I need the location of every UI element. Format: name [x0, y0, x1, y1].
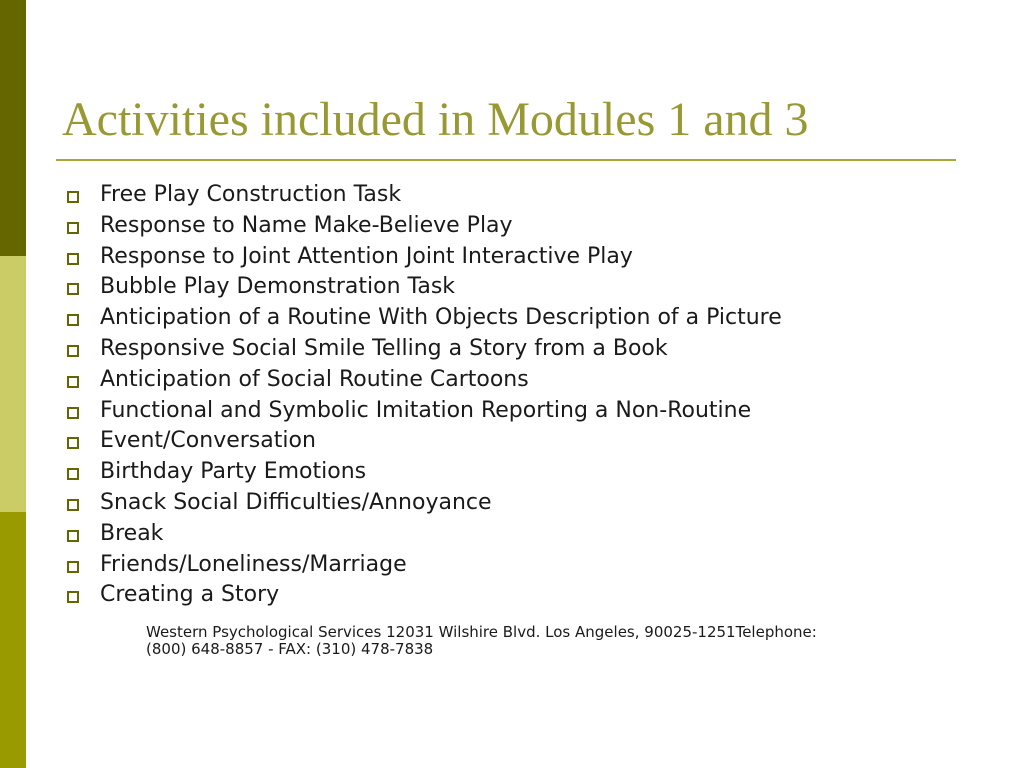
- bullet-text: Bubble Play Demonstration Task: [100, 274, 456, 300]
- footer-phone-fax-line: (800) 648-8857 - FAX: (310) 478-7838: [146, 640, 434, 658]
- publisher-contact-footer: [146, 624, 946, 658]
- bullet-item: [62, 365, 782, 396]
- hollow-square-bullet-icon: [67, 561, 79, 573]
- side-bar-top-segment: [0, 0, 26, 256]
- activity-bullet-list: [62, 180, 782, 611]
- hollow-square-bullet-icon: [67, 314, 79, 326]
- title-underline-rule: [56, 159, 956, 161]
- bullet-text: Anticipation of Social Routine Cartoons: [100, 366, 529, 392]
- bullet-text: Response to Name Make-Believe Play: [100, 212, 513, 238]
- bullet-item: [62, 303, 782, 334]
- hollow-square-bullet-icon: [67, 253, 79, 265]
- hollow-square-bullet-icon: [67, 437, 79, 449]
- hollow-square-bullet-icon: [67, 407, 79, 419]
- bullet-text: Break: [100, 520, 164, 546]
- hollow-square-bullet-icon: [67, 222, 79, 234]
- bullet-item: [62, 519, 782, 550]
- footer-address-line: Western Psychological Services 12031 Wilshire Blvd. Los Angeles, 90025-1251Telephone:: [146, 623, 817, 641]
- bullet-text: Response to Joint Attention Joint Interactive Play: [100, 243, 633, 269]
- bullet-text: Birthday Party Emotions: [100, 459, 367, 485]
- bullet-item: [62, 396, 782, 427]
- side-bar-middle-segment: [0, 256, 26, 512]
- bullet-item: [62, 550, 782, 581]
- bullet-text: Snack Social Difficulties/Annoyance: [100, 489, 492, 515]
- hollow-square-bullet-icon: [67, 468, 79, 480]
- hollow-square-bullet-icon: [67, 530, 79, 542]
- bullet-text: Creating a Story: [100, 582, 280, 608]
- hollow-square-bullet-icon: [67, 283, 79, 295]
- bullet-item: [62, 180, 782, 211]
- bullet-item: [62, 272, 782, 303]
- hollow-square-bullet-icon: [67, 191, 79, 203]
- bullet-text: Friends/Loneliness/Marriage: [100, 551, 407, 577]
- slide-title: Activities included in Modules 1 and 3: [62, 93, 809, 146]
- bullet-text: Anticipation of a Routine With Objects Description of a Picture: [100, 305, 782, 331]
- bullet-item: [62, 334, 782, 365]
- hollow-square-bullet-icon: [67, 345, 79, 357]
- bullet-item: [62, 426, 782, 457]
- hollow-square-bullet-icon: [67, 499, 79, 511]
- hollow-square-bullet-icon: [67, 376, 79, 388]
- bullet-item: [62, 580, 782, 611]
- bullet-item: [62, 211, 782, 242]
- side-bar-bottom-segment: [0, 512, 26, 768]
- bullet-item: [62, 488, 782, 519]
- bullet-text: Functional and Symbolic Imitation Reporting a Non-Routine: [100, 397, 752, 423]
- bullet-item: [62, 242, 782, 273]
- bullet-text: Responsive Social Smile Telling a Story from a Book: [100, 335, 668, 361]
- bullet-item: [62, 457, 782, 488]
- bullet-text: Event/Conversation: [100, 428, 316, 454]
- hollow-square-bullet-icon: [67, 591, 79, 603]
- bullet-text: Free Play Construction Task: [100, 182, 402, 207]
